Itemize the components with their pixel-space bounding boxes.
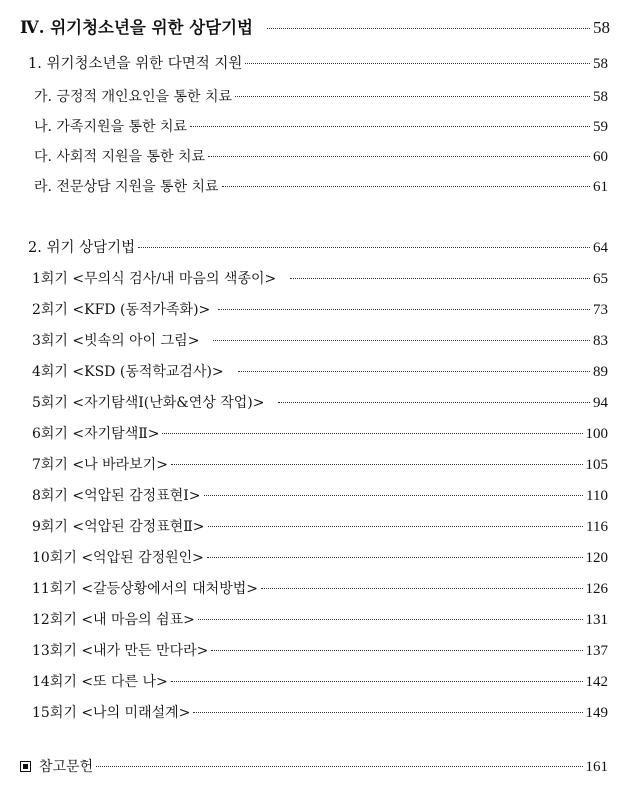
toc-leader-dots [96, 766, 582, 767]
toc-leader-dots [218, 309, 590, 310]
toc-session-label: 13회기 <내가 만든 만다라> [32, 643, 209, 659]
toc-references-label: 참고문헌 [39, 759, 94, 775]
toc-session[interactable] [32, 268, 608, 288]
toc-leader-dots [138, 247, 590, 248]
toc-page-number: 142 [585, 674, 608, 690]
toc-page-number: 58 [593, 89, 608, 105]
toc-section-1[interactable] [28, 52, 608, 73]
toc-leader-dots [278, 402, 590, 403]
toc-session[interactable] [32, 547, 608, 567]
toc-page-number: 58 [593, 56, 608, 72]
toc-leader-dots [245, 63, 590, 64]
toc-item[interactable] [34, 176, 608, 196]
toc-session-label: 15회기 <나의 미래설계> [32, 705, 191, 721]
toc-session-label: 8회기 <억압된 감정표현Ⅰ> [32, 488, 201, 504]
toc-page-number: 105 [585, 457, 608, 473]
toc-leader-dots [235, 96, 590, 97]
toc-leader-dots [208, 156, 590, 157]
toc-session-label: 5회기 <자기탐색Ⅰ(난화&연상 작업)> [32, 395, 265, 411]
toc-leader-dots [267, 28, 590, 29]
toc-item-label: 가. 긍정적 개인요인을 통한 치료 [34, 89, 233, 105]
toc-leader-dots [211, 650, 582, 651]
toc-session[interactable] [32, 702, 608, 722]
toc-session[interactable] [32, 392, 608, 412]
toc-page-number: 161 [585, 759, 608, 775]
toc-leader-dots [290, 278, 590, 279]
toc-session[interactable] [32, 485, 608, 505]
toc-references[interactable] [20, 756, 608, 776]
toc-page-number: 110 [586, 488, 608, 504]
toc-session[interactable] [32, 609, 608, 629]
toc-chapter-label: Ⅳ. 위기청소년을 위한 상담기법 [20, 18, 253, 37]
toc-leader-dots [204, 495, 584, 496]
toc-section-label: 2. 위기 상담기법 [28, 240, 136, 256]
toc-section-2[interactable] [28, 236, 608, 257]
toc-leader-dots [198, 619, 583, 620]
toc-session[interactable] [32, 516, 608, 536]
toc-page-number: 100 [585, 426, 608, 442]
toc-leader-dots [207, 557, 583, 558]
toc-page-number: 59 [593, 119, 608, 135]
toc-leader-dots [171, 681, 583, 682]
toc-page-number: 149 [585, 705, 608, 721]
toc-page-number: 131 [585, 612, 608, 628]
toc-page-number: 65 [593, 271, 608, 287]
toc-leader-dots [171, 464, 583, 465]
toc-session-label: 7회기 <나 바라보기> [32, 457, 168, 473]
toc-session-label: 14회기 <또 다른 나> [32, 674, 168, 690]
toc-page-number: 89 [593, 364, 608, 380]
toc-page-number: 116 [586, 519, 608, 535]
toc-page-number: 58 [593, 18, 610, 37]
toc-session[interactable] [32, 361, 608, 381]
toc-item-label: 라. 전문상담 지원을 통한 치료 [34, 179, 219, 195]
toc-leader-dots [193, 712, 582, 713]
toc-session-label: 9회기 <억압된 감정표현Ⅱ> [32, 519, 205, 535]
toc-page-number: 60 [593, 149, 608, 165]
toc-item-label: 다. 사회적 지원을 통한 치료 [34, 149, 206, 165]
toc-session-label: 12회기 <내 마음의 쉼표> [32, 612, 195, 628]
toc-leader-dots [213, 340, 590, 341]
toc-item[interactable] [34, 86, 608, 106]
toc-session-label: 3회기 <빗속의 아이 그림> [32, 333, 200, 349]
toc-section-label: 1. 위기청소년을 위한 다면적 지원 [28, 56, 243, 72]
toc-leader-dots [222, 186, 590, 187]
toc-leader-dots [208, 526, 584, 527]
toc-session-label: 10회기 <억압된 감정원인> [32, 550, 204, 566]
toc-session[interactable] [32, 330, 608, 350]
toc-chapter-4[interactable] [20, 14, 610, 38]
toc-page-number: 83 [593, 333, 608, 349]
toc-session[interactable] [32, 671, 608, 691]
toc-session-label: 11회기 <갈등상황에서의 대처방법> [32, 581, 258, 597]
toc-item[interactable] [34, 116, 608, 136]
toc-session-label: 6회기 <자기탐색Ⅱ> [32, 426, 160, 442]
toc-page-number: 94 [593, 395, 608, 411]
toc-leader-dots [261, 588, 583, 589]
toc-session[interactable] [32, 578, 608, 598]
toc-page-number: 64 [593, 240, 608, 256]
toc-session[interactable] [32, 299, 608, 319]
square-bullet-icon [20, 761, 31, 772]
toc-session[interactable] [32, 454, 608, 474]
toc-session-label: 2회기 <KFD (동적가족화)> [32, 302, 211, 318]
toc-session[interactable] [32, 640, 608, 660]
toc-leader-dots [162, 433, 582, 434]
toc-page-number: 137 [585, 643, 608, 659]
toc-page-number: 126 [585, 581, 608, 597]
toc-page-number: 73 [593, 302, 608, 318]
toc-page-number: 61 [593, 179, 608, 195]
toc-session-label: 1회기 <무의식 검사/내 마음의 색종이> [32, 271, 277, 287]
toc-item[interactable] [34, 146, 608, 166]
toc-session[interactable] [32, 423, 608, 443]
toc-leader-dots [190, 126, 590, 127]
toc-session-label: 4회기 <KSD (동적학교검사)> [32, 364, 224, 380]
toc-item-label: 나. 가족지원을 통한 치료 [34, 119, 188, 135]
toc-page-number: 120 [585, 550, 608, 566]
toc-leader-dots [238, 371, 590, 372]
